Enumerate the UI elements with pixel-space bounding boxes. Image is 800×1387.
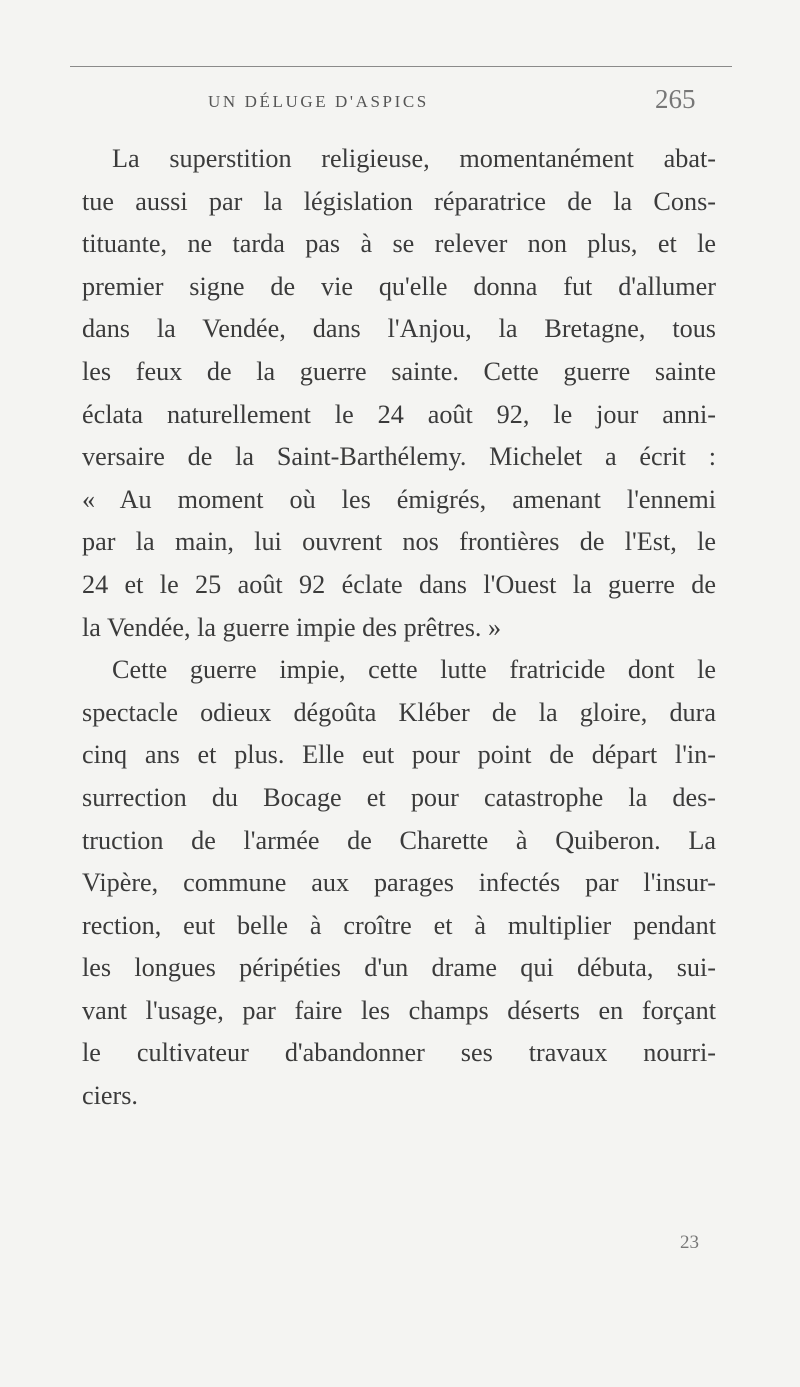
text-line: les feux de la guerre sainte. Cette guerre sainte <box>82 356 716 386</box>
text-line: tituante, ne tarda pas à se relever non plus, et le <box>82 229 716 259</box>
text-line: truction de l'armée de Charette à Quiberon. La <box>82 825 716 855</box>
text-line: tue aussi par la législation réparatrice de la Cons- <box>82 186 716 216</box>
text-line: la Vendée, la guerre impie des prêtres. » <box>82 612 502 642</box>
text-line: par la main, lui ouvrent nos frontières de l'Est, le <box>82 527 716 557</box>
text-line: le cultivateur d'abandonner ses travaux nourri- <box>82 1038 716 1068</box>
text-line: spectacle odieux dégoûta Kléber de la gloire, dura <box>82 697 716 727</box>
text-line: premier signe de vie qu'elle donna fut d'allumer <box>82 271 716 301</box>
text-line: éclata naturellement le 24 août 92, le jour anni- <box>82 399 716 429</box>
text-line: cinq ans et plus. Elle eut pour point de départ l'in- <box>82 740 716 770</box>
text-line: dans la Vendée, dans l'Anjou, la Bretagne, tous <box>82 314 716 344</box>
text-line: La superstition religieuse, momentanément abat- <box>112 144 716 173</box>
body-text <box>82 138 716 1118</box>
text-line: ciers. <box>82 1081 138 1111</box>
text-line: vant l'usage, par faire les champs déserts en forçant <box>82 995 716 1025</box>
text-line: « Au moment où les émigrés, amenant l'ennemi <box>82 484 716 514</box>
text-line: rection, eut belle à croître et à multiplier pendant <box>82 910 716 940</box>
header-rule <box>70 66 732 67</box>
running-title: UN DÉLUGE D'ASPICS <box>208 92 429 111</box>
text-line: 24 et le 25 août 92 éclate dans l'Ouest la guerre de <box>82 569 716 599</box>
text-line: les longues péripéties d'un drame qui débuta, sui- <box>82 953 716 983</box>
text-line: Vipère, commune aux parages infectés par l'insur- <box>82 868 716 898</box>
text-line: Cette guerre impie, cette lutte fratricide dont le <box>112 655 716 685</box>
signature-mark: 23 <box>680 1232 699 1253</box>
page-number: 265 <box>655 84 696 114</box>
text-line: versaire de la Saint-Barthélemy. Michelet a écrit : <box>82 442 716 472</box>
text-line: surrection du Bocage et pour catastrophe la des- <box>82 782 716 812</box>
